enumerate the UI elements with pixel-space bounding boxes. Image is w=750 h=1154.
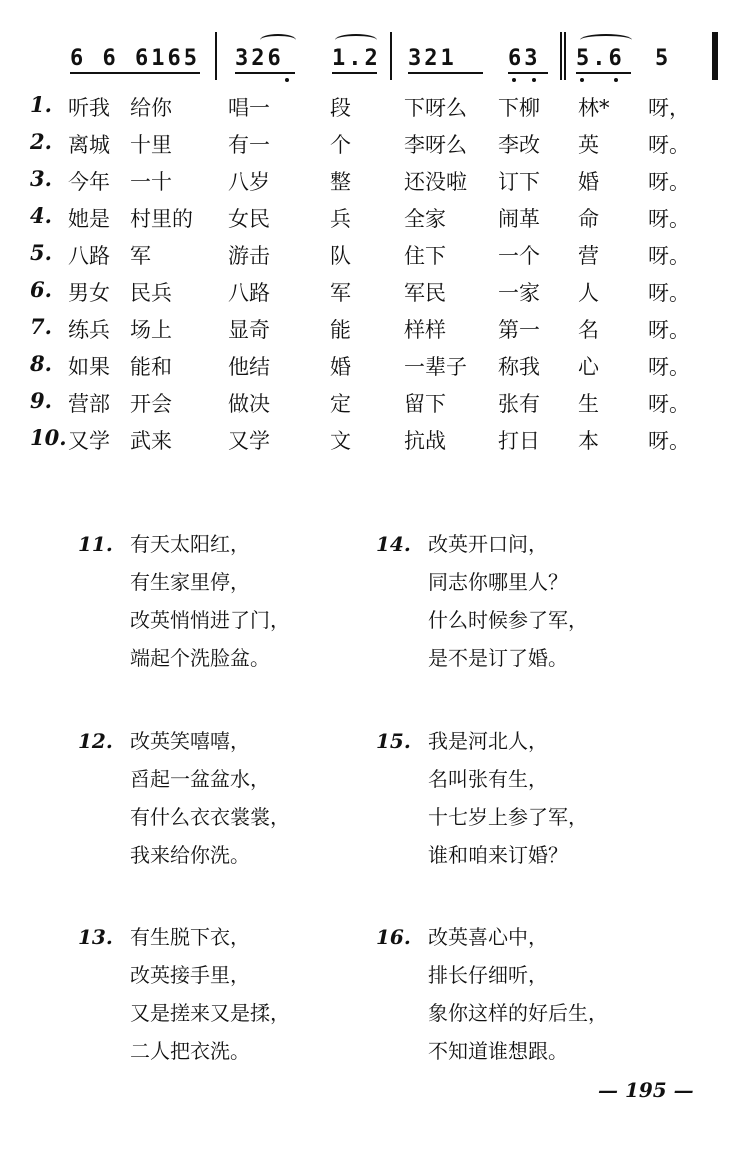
- lyric-cell: 给你: [130, 96, 172, 120]
- stanza-line: 同志你哪里人？: [428, 570, 568, 594]
- lyric-cell: 打日: [498, 429, 540, 453]
- lyric-cell: 兵: [330, 207, 351, 231]
- lyric-cell: 呀。: [648, 133, 690, 157]
- verse-number: 7.: [30, 314, 52, 339]
- underline: [408, 72, 483, 74]
- lyric-cell: 张有: [498, 392, 540, 416]
- page-number: — 195 —: [598, 1078, 694, 1102]
- lyric-cell: 呀。: [648, 170, 690, 194]
- underline: [70, 72, 200, 74]
- lyric-cell: 还没啦: [404, 170, 467, 194]
- lyric-cell: 文: [330, 429, 351, 453]
- lyric-cell: 又学: [228, 429, 270, 453]
- stanza-line: 有天太阳红，: [130, 532, 250, 556]
- note-group: 6 6: [70, 46, 119, 71]
- barline: [564, 32, 566, 80]
- lyric-cell: 婚: [578, 170, 599, 194]
- lyric-cell: 呀。: [648, 392, 690, 416]
- lyric-cell: 称我: [498, 355, 540, 379]
- lyric-cell: 样样: [404, 318, 446, 342]
- octave-dot: [285, 78, 289, 82]
- lyric-cell: 听我: [68, 96, 110, 120]
- stanza-line: 二人把衣洗。: [130, 1039, 250, 1063]
- lyric-cell: 她是: [68, 207, 110, 231]
- lyric-cell: 第一: [498, 318, 540, 342]
- lyric-cell: 一十: [130, 170, 172, 194]
- lyric-cell: 李呀么: [404, 133, 467, 157]
- note-group: 321: [408, 46, 457, 71]
- lyric-cell: 军: [330, 281, 351, 305]
- lyric-cell: 人: [578, 281, 599, 305]
- lyric-cell: 下呀么: [404, 96, 467, 120]
- music-notation: [60, 30, 730, 80]
- underline: [508, 72, 548, 74]
- lyric-cell: 本: [578, 429, 599, 453]
- stanza: [78, 525, 290, 677]
- slur: [335, 34, 377, 46]
- lyric-cell: 民兵: [130, 281, 172, 305]
- stanza-number: 12.: [78, 729, 113, 753]
- lyric-cell: 队: [330, 244, 351, 268]
- lyric-cell: 英: [578, 133, 599, 157]
- lyric-cell: 八岁: [228, 170, 270, 194]
- stanza-line: 改英开口问，: [428, 532, 548, 556]
- lyric-cell: 呀。: [648, 355, 690, 379]
- verse-number: 1.: [30, 92, 52, 117]
- stanza-line: 名叫张有生，: [428, 767, 548, 791]
- stanza-line: 端起个洗脸盆。: [130, 646, 270, 670]
- lyric-cell: 留下: [404, 392, 446, 416]
- lyric-cell: 生: [578, 392, 599, 416]
- verse-number: 5.: [30, 240, 52, 265]
- lyric-cell: 定: [330, 392, 351, 416]
- lyric-cell: 全家: [404, 207, 446, 231]
- lyric-cell: 唱一: [228, 96, 270, 120]
- verse-number: 4.: [30, 203, 52, 228]
- lyric-cell: 呀。: [648, 281, 690, 305]
- stanza: [376, 918, 608, 1070]
- lyric-cell: 林*: [578, 96, 610, 120]
- stanza-line: 又是搓来又是揉，: [130, 1001, 290, 1025]
- stanza-line: 我来给你洗。: [130, 843, 250, 867]
- lyrics-table: [30, 92, 740, 462]
- note-group: 63: [508, 46, 541, 71]
- note-group: 5.6: [576, 46, 625, 71]
- slur: [260, 34, 296, 46]
- lyric-cell: 一家: [498, 281, 540, 305]
- stanza-line: 十七岁上参了军，: [428, 805, 588, 829]
- stanza-line: 改英悄悄进了门，: [130, 608, 290, 632]
- stanza: [78, 722, 290, 874]
- lyric-row: [30, 277, 740, 314]
- lyric-cell: 闹革: [498, 207, 540, 231]
- lyric-cell: 个: [330, 133, 351, 157]
- barline: [215, 32, 217, 80]
- lyric-cell: 今年: [68, 170, 110, 194]
- lyric-cell: 显奇: [228, 318, 270, 342]
- underline: [235, 72, 295, 74]
- note-group: 1.2: [332, 46, 381, 71]
- lyric-row: [30, 351, 740, 388]
- lyric-cell: 心: [578, 355, 599, 379]
- lyric-cell: 住下: [404, 244, 446, 268]
- stanza-line: 改英笑嘻嘻，: [130, 729, 250, 753]
- note-group: 326: [235, 46, 284, 71]
- verse-number: 9.: [30, 388, 52, 413]
- stanza-number: 11.: [78, 532, 113, 556]
- verse-number: 3.: [30, 166, 52, 191]
- slur: [580, 34, 632, 46]
- verse-number: 6.: [30, 277, 52, 302]
- lyric-cell: 名: [578, 318, 599, 342]
- stanza: [376, 525, 588, 677]
- octave-dot: [614, 78, 618, 82]
- lyric-cell: 场上: [130, 318, 172, 342]
- underline: [576, 72, 631, 74]
- lyric-cell: 营部: [68, 392, 110, 416]
- stanza-number: 16.: [376, 925, 411, 949]
- lyric-cell: 呀。: [648, 207, 690, 231]
- lyric-cell: 军: [130, 244, 151, 268]
- lyric-row: [30, 240, 740, 277]
- stanza-line: 是不是订了婚。: [428, 646, 568, 670]
- note-group: 5: [655, 46, 672, 71]
- lyric-cell: 下柳: [498, 96, 540, 120]
- verse-number: 8.: [30, 351, 52, 376]
- underline: [332, 72, 377, 74]
- lyric-cell: 一辈子: [404, 355, 467, 379]
- stanza: [376, 722, 588, 874]
- lyric-row: [30, 166, 740, 203]
- barline: [560, 32, 562, 80]
- lyric-cell: 游击: [228, 244, 270, 268]
- stanza-line: 不知道谁想跟。: [428, 1039, 568, 1063]
- lyric-cell: 订下: [498, 170, 540, 194]
- stanza-number: 15.: [376, 729, 411, 753]
- stanza-line: 舀起一盆盆水，: [130, 767, 270, 791]
- lyric-row: [30, 129, 740, 166]
- lyric-cell: 婚: [330, 355, 351, 379]
- lyric-cell: 呀。: [648, 429, 690, 453]
- verse-number: 2.: [30, 129, 52, 154]
- lyric-cell: 练兵: [68, 318, 110, 342]
- stanza-line: 象你这样的好后生，: [428, 1001, 608, 1025]
- stanza: [78, 918, 290, 1070]
- lyric-cell: 如果: [68, 355, 110, 379]
- lyric-cell: 做决: [228, 392, 270, 416]
- stanza-number: 14.: [376, 532, 411, 556]
- lyric-row: [30, 314, 740, 351]
- stanza-line: 有生家里停，: [130, 570, 250, 594]
- lyric-cell: 呀，: [648, 96, 690, 120]
- stanza-line: 改英接手里，: [130, 963, 250, 987]
- lyric-cell: 整: [330, 170, 351, 194]
- lyric-cell: 八路: [228, 281, 270, 305]
- lyric-cell: 段: [330, 96, 351, 120]
- octave-dot: [532, 78, 536, 82]
- stanza-line: 什么时候参了军，: [428, 608, 588, 632]
- lyric-cell: 有一: [228, 133, 270, 157]
- lyric-row: [30, 203, 740, 240]
- stanza-line: 有什么衣衣裳裳，: [130, 805, 290, 829]
- lyric-cell: 抗战: [404, 429, 446, 453]
- lyric-cell: 女民: [228, 207, 270, 231]
- lyric-cell: 离城: [68, 133, 110, 157]
- lyric-cell: 能和: [130, 355, 172, 379]
- note-group: 6165: [135, 46, 200, 71]
- lyric-row: [30, 425, 740, 462]
- lyric-cell: 又学: [68, 429, 110, 453]
- verse-number: 10.: [30, 425, 67, 450]
- lyric-cell: 军民: [404, 281, 446, 305]
- lyric-cell: 十里: [130, 133, 172, 157]
- lyric-cell: 呀。: [648, 318, 690, 342]
- stanza-line: 我是河北人，: [428, 729, 548, 753]
- octave-dot: [512, 78, 516, 82]
- lyric-cell: 呀。: [648, 244, 690, 268]
- lyric-row: [30, 92, 740, 129]
- stanza-line: 排长仔细听，: [428, 963, 548, 987]
- lyric-row: [30, 388, 740, 425]
- lyric-cell: 村里的: [130, 207, 193, 231]
- stanza-number: 13.: [78, 925, 113, 949]
- lyric-cell: 八路: [68, 244, 110, 268]
- octave-dot: [580, 78, 584, 82]
- lyric-cell: 一个: [498, 244, 540, 268]
- stanza-line: 有生脱下衣，: [130, 925, 250, 949]
- final-barline: [712, 32, 718, 80]
- stanza-line: 改英喜心中，: [428, 925, 548, 949]
- stanza-line: 谁和咱来订婚？: [428, 843, 568, 867]
- lyric-cell: 开会: [130, 392, 172, 416]
- lyric-cell: 武来: [130, 429, 172, 453]
- lyric-cell: 他结: [228, 355, 270, 379]
- lyric-cell: 李改: [498, 133, 540, 157]
- lyric-cell: 营: [578, 244, 599, 268]
- lyric-cell: 命: [578, 207, 599, 231]
- lyric-cell: 男女: [68, 281, 110, 305]
- barline: [390, 32, 392, 80]
- lyric-cell: 能: [330, 318, 351, 342]
